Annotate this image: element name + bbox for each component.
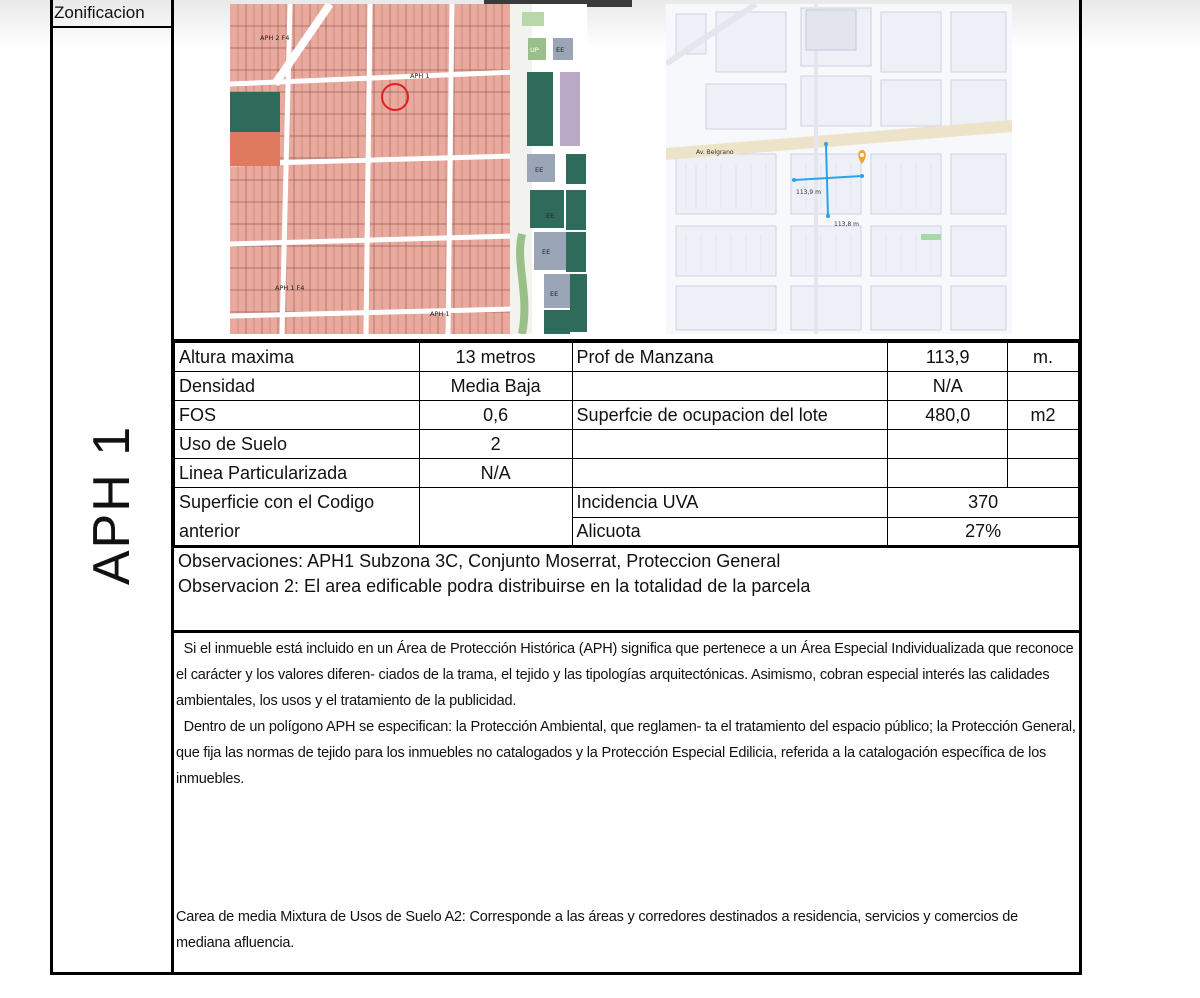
measure-label: 113,9 m: [796, 189, 821, 196]
table-row: [175, 430, 1079, 459]
map-label: APH 1: [410, 72, 430, 80]
street-label: Av. Belgrano: [696, 149, 734, 156]
cell-label: Incidencia UVA: [572, 488, 888, 518]
street-map: [666, 4, 1012, 334]
carea-note: Carea de media Mixtura de Usos de Suelo A2: Corresponde a las áreas y corredores destinados a residencia, servicios y comercios de mediana afluencia.: [176, 909, 1019, 951]
description-block: [176, 636, 1080, 792]
section-label-rule: [50, 26, 174, 28]
cell-label: Prof de Manzana: [572, 343, 888, 372]
table-row: [175, 459, 1079, 488]
map-label: EE: [542, 248, 551, 256]
map-label: EE: [546, 212, 555, 220]
observaciones-line: Observaciones: APH1 Subzona 3C, Conjunto Moserrat, Proteccion General: [178, 551, 781, 571]
cell-value: 2: [419, 430, 572, 459]
cell-value: N/A: [419, 459, 572, 488]
cell-label: Linea Particularizada: [175, 459, 420, 488]
table-row: [175, 401, 1079, 430]
cell-label: Alicuota: [572, 517, 888, 547]
sheet-bottom-border: [50, 972, 1082, 975]
zone-code: APH 1: [83, 424, 141, 586]
zoning-map-graphic: [230, 4, 587, 334]
cell-unit: m2: [1008, 401, 1079, 430]
cell-label: Superfcie de ocupacion del lote: [572, 401, 888, 430]
table-row: [175, 343, 1079, 372]
cell-label: [572, 430, 888, 459]
street-map-graphic: [666, 4, 1012, 334]
cell-value: [888, 430, 1008, 459]
cell-label: [572, 459, 888, 488]
map-label: APH 1: [430, 310, 450, 318]
divider-above-observaciones: [174, 545, 1079, 548]
cell-unit: [1008, 430, 1079, 459]
cell-value: Media Baja: [419, 372, 572, 401]
cell-value: 13 metros: [419, 343, 572, 372]
cell-value: 27%: [888, 517, 1079, 547]
cell-unit: [1008, 459, 1079, 488]
cell-value: 480,0: [888, 401, 1008, 430]
cell-unit: [1008, 372, 1079, 401]
cell-value-superficie: [419, 488, 572, 547]
table-row: [175, 372, 1079, 401]
map-label: APH 2 F4: [260, 34, 290, 42]
parameters-table: [174, 342, 1079, 547]
cell-label: Uso de Suelo: [175, 430, 420, 459]
map-label: EE: [535, 166, 544, 174]
table-row: [175, 488, 1079, 518]
cell-value: [888, 459, 1008, 488]
cell-label: Altura maxima: [175, 343, 420, 372]
cell-value: 0,6: [419, 401, 572, 430]
map-label: APH 1 F4: [275, 284, 305, 292]
cell-label: FOS: [175, 401, 420, 430]
cell-value: N/A: [888, 372, 1008, 401]
cell-unit: m.: [1008, 343, 1079, 372]
map-label: EE: [556, 46, 565, 54]
measure-label: 113,8 m: [834, 221, 859, 228]
observaciones-block: [178, 549, 1078, 599]
cell-label-superficie: Superficie con el Codigo anterior: [175, 488, 420, 547]
cell-value: 370: [888, 488, 1079, 518]
map-label: UP: [530, 46, 539, 54]
divider-above-description: [174, 630, 1079, 633]
cell-label: Densidad: [175, 372, 420, 401]
section-label-zonificacion: Zonificacion: [54, 3, 145, 22]
observaciones-line: Observacion 2: El area edificable podra distribuirse en la totalidad de la parcela: [178, 576, 811, 596]
map-label: EE: [550, 290, 559, 298]
zoning-map: [230, 4, 587, 334]
description-paragraph: Si el inmueble está incluido en un Área de Protección Histórica (APH) significa que pertenece a un Área Especial Individualizada que reconoce el carácter y los valores diferen- ciados de la trama, el tejido y las tipologías arquitectónicas. Asimismo, cobran especial interés las calidades ambientales, los usos y el tratamiento de la publicidad.: [176, 641, 1078, 709]
cell-value: 113,9: [888, 343, 1008, 372]
cell-label: [572, 372, 888, 401]
description-paragraph: Dentro de un polígono APH se especifican: la Protección Ambiental, que reglamen- ta el tratamiento del espacio público; la Protección General, que fija las normas de tejido para los inmuebles no catalogados y la Protección Especial Edilicia, referida a la catalogación específica de los inmuebles.: [176, 719, 1080, 787]
